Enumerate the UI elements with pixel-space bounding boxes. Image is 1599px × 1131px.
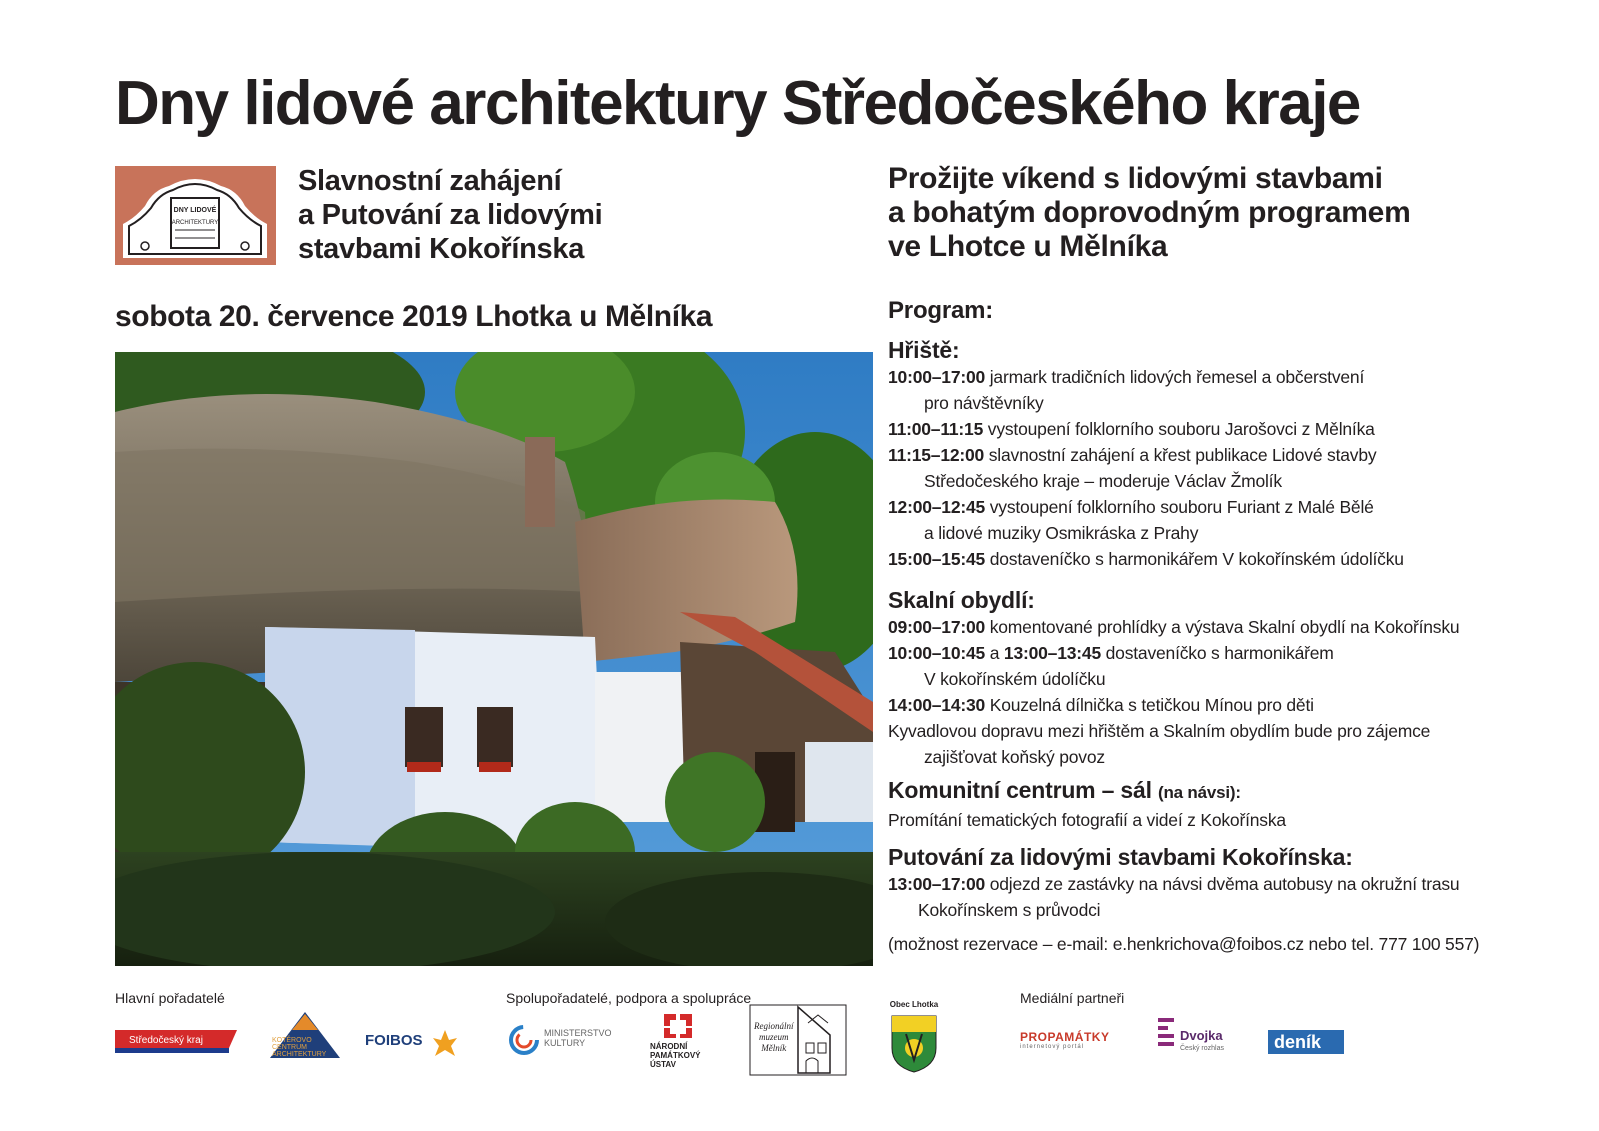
koterovo-line: CENTRUM bbox=[272, 1044, 307, 1051]
npu-line: ÚSTAV bbox=[650, 1060, 676, 1069]
right-subtitle-line: ve Lhotce u Mělníka bbox=[888, 230, 1168, 263]
muzeum-line: Mělník bbox=[761, 1043, 787, 1053]
kraj-label: Středočeský kraj bbox=[129, 1035, 203, 1046]
community-title: Komunitní centrum – sál bbox=[888, 777, 1152, 803]
media-partners-label: Mediální partneři bbox=[1020, 990, 1125, 1006]
item-text: dostaveníčko s harmonikářem V kokořínském údolíčku bbox=[985, 549, 1404, 569]
left-subtitle-line: stavbami Kokořínska bbox=[298, 233, 585, 265]
program-heading: Program: bbox=[888, 297, 994, 324]
program-item bbox=[888, 416, 1588, 442]
program-item bbox=[888, 364, 1588, 390]
right-subtitle-line: a bohatým doprovodným programem bbox=[888, 196, 1411, 229]
event-date: sobota 20. července 2019 Lhotka u Mělníka bbox=[115, 300, 713, 333]
event-emblem-logo bbox=[115, 166, 276, 265]
program-item: Promítání tematických fotografií a videí z Kokořínska bbox=[888, 810, 1286, 830]
item-continuation: pro návštěvníky bbox=[924, 393, 1044, 413]
item-text: vystoupení folklorního souboru Furiant z Malé Bělé bbox=[985, 497, 1374, 517]
item-time: 10:00–10:45 bbox=[888, 643, 986, 663]
obec-lhotka-logo bbox=[884, 1000, 944, 1076]
reservation-note: (možnost rezervace – e-mail: e.henkrichova@foibos.cz nebo tel. 777 100 557) bbox=[888, 934, 1480, 954]
item-time: 09:00–17:00 bbox=[888, 617, 986, 637]
propamatky-label: PROPAMÁTKY bbox=[1020, 1030, 1110, 1044]
ministerstvo-line: KULTURY bbox=[544, 1038, 586, 1048]
program-item bbox=[888, 546, 1588, 572]
program-section bbox=[888, 298, 1588, 957]
item-continuation: zajišťovat koňský povoz bbox=[924, 747, 1105, 767]
left-subtitle bbox=[298, 164, 602, 266]
svg-text:DNY LIDOVÉ: DNY LIDOVÉ bbox=[173, 207, 217, 214]
npu-line: NÁRODNÍ bbox=[650, 1042, 688, 1051]
item-time: 13:00–13:45 bbox=[1003, 643, 1101, 663]
program-item bbox=[888, 614, 1588, 640]
denik-label: deník bbox=[1274, 1032, 1322, 1052]
item-continuation: V kokořínském údolíčku bbox=[924, 669, 1106, 689]
item-time: 14:00–14:30 bbox=[888, 695, 986, 715]
item-text: Kyvadlovou dopravu mezi hřištěm a Skalním obydlím bude pro zájemce bbox=[888, 721, 1431, 741]
narodni-pamatkovy-ustav-logo bbox=[650, 1012, 720, 1074]
section-title-skalni-obydli: Skalní obydlí: bbox=[888, 587, 1035, 613]
program-item bbox=[888, 692, 1588, 718]
item-text: Kouzelná dílnička s tetičkou Mínou pro děti bbox=[985, 695, 1314, 715]
svg-text:ARCHITEKTURY: ARCHITEKTURY bbox=[171, 220, 219, 226]
rock-dwelling-photo bbox=[115, 352, 873, 966]
program-item bbox=[888, 494, 1588, 520]
muzeum-line: Regionální bbox=[754, 1021, 794, 1031]
ministerstvo-kultury-logo bbox=[508, 1022, 618, 1058]
npu-line: PAMÁTKOVÝ bbox=[650, 1051, 701, 1060]
right-subtitle-line: Prožijte víkend s lidovými stavbami bbox=[888, 162, 1383, 195]
stredocesky-kraj-logo bbox=[115, 1028, 237, 1054]
section-title-hriste: Hřiště: bbox=[888, 337, 960, 363]
propamatky-sub: internetový portál bbox=[1020, 1044, 1085, 1050]
item-text: dostaveníčko s harmonikářem bbox=[1100, 643, 1334, 663]
item-time: 11:00–11:15 bbox=[888, 419, 984, 439]
item-text: vystoupení folklorního souboru Jarošovci z Mělníka bbox=[983, 419, 1375, 439]
item-text: slavnostní zahájení a křest publikace Lidové stavby bbox=[984, 445, 1377, 465]
program-item bbox=[888, 718, 1588, 744]
item-text: komentované prohlídky a výstava Skalní obydlí na Kokořínsku bbox=[985, 617, 1460, 637]
propamatky-logo bbox=[1020, 1030, 1130, 1056]
denik-logo bbox=[1268, 1030, 1344, 1054]
koterovo-line: ARCHITEKTURY bbox=[272, 1051, 327, 1058]
program-item bbox=[888, 871, 1588, 897]
community-note: (na návsi): bbox=[1157, 783, 1241, 802]
item-time: 12:00–12:45 bbox=[888, 497, 986, 517]
ministerstvo-line: MINISTERSTVO bbox=[544, 1028, 612, 1038]
program-item bbox=[888, 442, 1588, 468]
dvojka-sub: Český rozhlas bbox=[1180, 1045, 1224, 1052]
dvojka-label: Dvojka bbox=[1180, 1028, 1223, 1043]
muzeum-line: muzeum bbox=[759, 1032, 789, 1042]
page-title: Dny lidové architektury Středočeského kraje bbox=[115, 69, 1360, 138]
item-time: 13:00–17:00 bbox=[888, 874, 986, 894]
item-connector: a bbox=[985, 643, 1004, 663]
item-continuation: Středočeského kraje – moderuje Václav Žmolík bbox=[924, 471, 1282, 491]
item-time: 11:15–12:00 bbox=[888, 445, 985, 465]
program-item bbox=[888, 640, 1588, 666]
dvojka-logo bbox=[1158, 1018, 1238, 1058]
item-text: odjezd ze zastávky na návsi dvěma autobusy na okružní trasu bbox=[985, 874, 1460, 894]
koterovo-line: KOTĚROVO bbox=[272, 1037, 312, 1044]
regionalni-muzeum-melnik-logo bbox=[748, 995, 848, 1077]
section-title-putovani: Putování za lidovými stavbami Kokořínska: bbox=[888, 844, 1353, 870]
foibos-label: FOIBOS bbox=[365, 1032, 423, 1049]
koterovo-centrum-logo bbox=[270, 1010, 340, 1060]
main-organizers-label: Hlavní pořadatelé bbox=[115, 990, 225, 1006]
foibos-logo bbox=[365, 1028, 460, 1058]
section-title-komunitni-centrum bbox=[888, 776, 1588, 807]
co-organizers-label: Spolupořadatelé, podpora a spolupráce bbox=[506, 990, 752, 1006]
left-subtitle-line: a Putování za lidovými bbox=[298, 199, 603, 231]
obec-label: Obec Lhotka bbox=[889, 1000, 939, 1009]
left-subtitle-line: Slavnostní zahájení bbox=[298, 165, 562, 197]
item-time: 15:00–15:45 bbox=[888, 549, 986, 569]
item-continuation: Kokořínskem s průvodci bbox=[918, 900, 1101, 920]
item-text: jarmark tradičních lidových řemesel a občerstvení bbox=[985, 367, 1365, 387]
item-time: 10:00–17:00 bbox=[888, 367, 986, 387]
right-subtitle bbox=[888, 162, 1410, 264]
item-continuation: a lidové muziky Osmikráska z Prahy bbox=[924, 523, 1199, 543]
